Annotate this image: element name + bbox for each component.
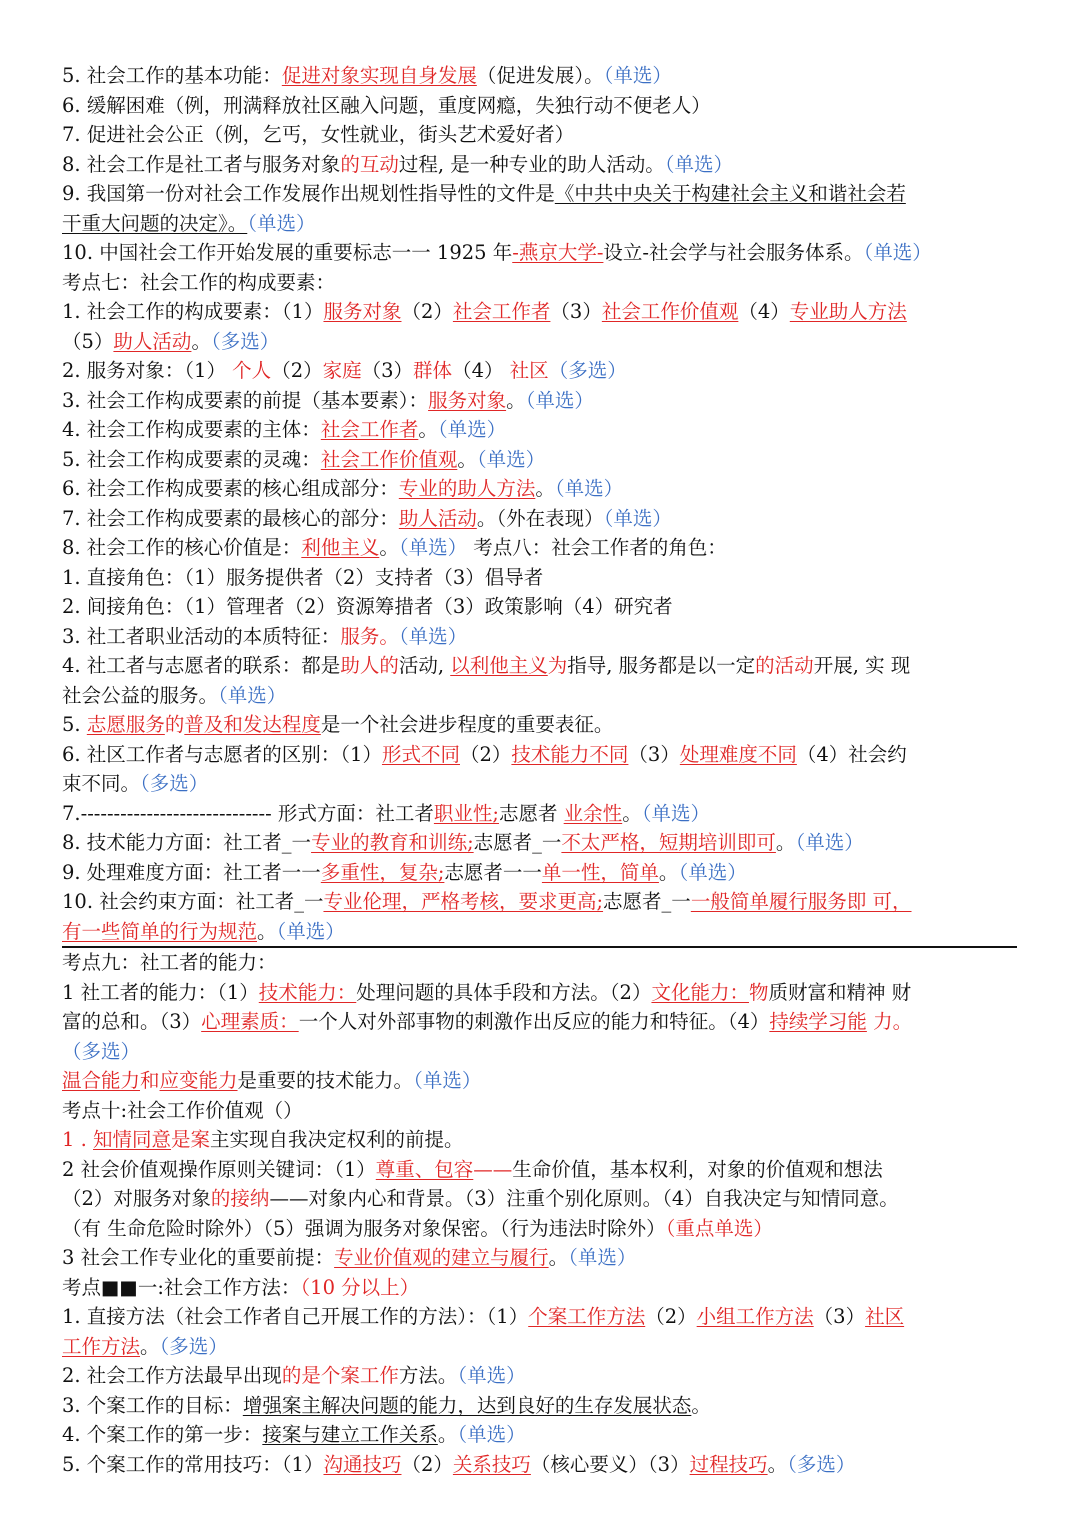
text-segment: 考点九：社工者的能力： xyxy=(62,951,277,974)
key-answer: 一般简单履行服务即 可， xyxy=(690,890,912,913)
text-segment: 主实现自我决定权利的前提。 xyxy=(210,1128,464,1151)
text-line xyxy=(62,179,1017,209)
text-line xyxy=(62,592,1017,622)
text-line xyxy=(62,209,1017,239)
text-segment: 5. 社会工作的基本功能： xyxy=(62,64,282,87)
question-type-tag: （多选） xyxy=(210,329,280,353)
key-answer: 《中共中央关于构建社会主义和谐社会若 xyxy=(554,182,906,205)
text-segment: 质财富和精神 财 xyxy=(768,980,912,1004)
text-segment: 。 xyxy=(257,919,277,943)
text-line xyxy=(62,1066,1017,1096)
text-line xyxy=(62,740,1017,770)
text-segment: 2. 社会工作方法最早出现 xyxy=(62,1364,282,1387)
text-line xyxy=(62,651,1017,681)
text-line xyxy=(62,978,1017,1008)
key-answer: 知情同意 xyxy=(93,1128,172,1151)
text-line xyxy=(62,386,1017,416)
text-segment: 。 xyxy=(191,329,211,353)
key-answer: 关系技巧 xyxy=(452,1452,531,1476)
question-type-tag: （多选） xyxy=(787,1452,856,1476)
text-line xyxy=(62,504,1017,534)
text-line xyxy=(62,828,1017,858)
question-type-tag: （单选） xyxy=(678,860,747,884)
text-line xyxy=(62,1155,1017,1185)
text-line xyxy=(62,327,1017,357)
key-answer: 心理素质： xyxy=(201,1010,299,1033)
question-type-tag: （单选） xyxy=(457,1423,526,1446)
text-segment: （3） xyxy=(361,359,414,382)
text-segment: 处理问题的具体手段和方法。（2） xyxy=(356,980,652,1004)
key-answer: 文化能力： xyxy=(651,980,749,1004)
text-segment: 。（外在表现） xyxy=(476,506,604,530)
text-line xyxy=(62,120,1017,150)
key-answer: 利他主义 xyxy=(301,536,380,559)
text-segment: 4. 社会工作构成要素的主体： xyxy=(62,418,321,441)
text-line xyxy=(62,61,1017,91)
key-answer: 温合能力 xyxy=(62,1069,141,1092)
text-segment: 指导, 服务都是以一定 xyxy=(567,654,756,677)
text-segment: （3） xyxy=(813,1305,866,1328)
key-answer: -燕京大学- xyxy=(512,241,604,264)
text-segment: 2. 服务对象：（1） xyxy=(62,359,233,382)
text-line xyxy=(62,622,1017,652)
text-segment: 2. 间接角色：（1）管理者（2）资源筹措者（3）政策影响（4）研究者 xyxy=(62,595,673,618)
text-segment: 设立-社会学与社会服务体系。 xyxy=(603,241,864,264)
text-segment: 1. 社会工作的构成要素：（1） xyxy=(62,300,324,323)
text-segment: 。 xyxy=(457,447,477,471)
key-answer: 助人活动 xyxy=(113,329,192,353)
question-type-tag: （单选） xyxy=(603,64,672,87)
text-segment: 5. 社会工作构成要素的灵魂： xyxy=(62,447,321,471)
text-segment: 2 社会价值观操作原则关键词：（1） xyxy=(62,1157,376,1181)
text-segment: （核心要义）（3） xyxy=(530,1452,690,1476)
question-type-tag: （单选） xyxy=(568,1246,637,1269)
text-segment: 10. 中国社会工作开始发展的重要标志一一 1925 年 xyxy=(62,241,513,264)
text-segment: 。 xyxy=(622,801,642,825)
key-answer: 持续学习能 xyxy=(769,1010,867,1033)
question-type-tag: （单选） xyxy=(413,1069,482,1092)
text-line xyxy=(62,1391,1017,1421)
text-segment: 的互动 xyxy=(340,152,399,176)
text-line xyxy=(62,533,1017,563)
question-type-tag: （单选） xyxy=(437,418,507,441)
question-type-tag: （多选） xyxy=(159,1334,228,1358)
key-answer: 促进对象实现自身发展 xyxy=(281,64,477,87)
text-line xyxy=(62,1273,1017,1303)
text-segment: 考点七：社会工作的构成要素： xyxy=(62,270,336,294)
key-answer: 服务对象 xyxy=(323,300,402,323)
text-segment: （4） xyxy=(452,359,510,382)
text-segment: （10 分以上） xyxy=(300,1275,420,1299)
text-line xyxy=(62,1420,1017,1450)
question-type-tag: （单选） xyxy=(398,624,468,648)
text-segment: （2） xyxy=(459,742,512,766)
text-segment: 。 xyxy=(379,536,399,559)
text-segment: 。 xyxy=(691,1393,711,1417)
text-segment: 家庭 xyxy=(322,359,362,382)
text-segment: 的 xyxy=(164,713,185,736)
key-answer: 社会工作者 xyxy=(452,300,551,323)
text-segment: （重点单选） xyxy=(665,1216,773,1240)
key-answer: 处理难度不同 xyxy=(679,742,797,766)
text-segment: 物 xyxy=(748,980,769,1004)
key-answer: 接案与建立工作关系 xyxy=(262,1423,438,1446)
text-segment: 的接纳 xyxy=(210,1187,270,1210)
text-segment: —— xyxy=(473,1157,513,1181)
text-segment: 志愿者_一 xyxy=(473,831,562,854)
text-line xyxy=(62,799,1017,829)
question-type-tag: （单选） xyxy=(247,211,316,235)
text-segment: 方法。 xyxy=(398,1364,458,1387)
text-segment: （2） xyxy=(401,300,453,323)
text-segment: 为 xyxy=(547,654,568,677)
text-segment: ——对象内心和背景。（3）注重个别化原则。（4）自我决定与知情同意。 xyxy=(269,1187,899,1210)
text-line xyxy=(62,1361,1017,1391)
text-line xyxy=(62,150,1017,180)
key-answer: 专业价值观的建立与履行 xyxy=(334,1246,549,1269)
key-answer: 职业性; xyxy=(433,801,499,825)
key-answer: 尊重、包容 xyxy=(375,1157,474,1181)
text-segment: 8. 社会工作的核心价值是： xyxy=(62,536,302,559)
text-segment: 志愿者一一 xyxy=(444,860,542,884)
text-line xyxy=(62,769,1017,799)
text-segment: 7. 社会工作构成要素的最核心的部分： xyxy=(62,506,399,530)
text-segment: 9. 我国第一份对社会工作发展作出规划性指导性的文件是 xyxy=(62,182,555,205)
text-segment: （有 生命危险时除外）（5）强调为服务对象保密。（行为违法时除外） xyxy=(62,1216,666,1240)
key-answer: 不太严格，短期培训即可 xyxy=(561,831,776,854)
text-segment: 考点八：社会工作者的角色： xyxy=(467,536,727,559)
key-answer: 小组工作方法 xyxy=(696,1305,814,1328)
text-segment: 6. 社区工作者与志愿者的区别：（1） xyxy=(62,742,382,766)
key-answer: 技术能力不同 xyxy=(511,742,629,766)
text-segment: 6. 缓解困难（例，刑满释放社区融入问题，重度网瘾，失独行动不便老人） xyxy=(62,93,711,117)
text-segment: 开展, 实 现 xyxy=(813,654,911,677)
text-segment: 社会公益的服务。 xyxy=(62,683,219,707)
text-line xyxy=(62,445,1017,475)
text-segment: （2） xyxy=(645,1305,697,1328)
question-type-tag: （单选） xyxy=(795,831,864,854)
text-line xyxy=(62,1096,1017,1126)
text-segment: 富的总和。（3） xyxy=(62,1010,202,1033)
text-segment: 是一个社会进步程度的重要表征。 xyxy=(320,713,614,736)
question-type-tag: （单选） xyxy=(457,1364,526,1387)
text-line xyxy=(62,356,1017,386)
text-segment: （2） xyxy=(271,359,323,382)
text-segment: （5） xyxy=(62,329,114,353)
text-segment: 服务。 xyxy=(340,624,399,648)
text-line xyxy=(62,1332,1017,1362)
text-segment: 8. 技术能力方面：社工者_一 xyxy=(62,831,312,854)
text-line xyxy=(62,1125,1017,1155)
text-segment: 10. 社会约束方面：社工者_一 xyxy=(62,890,324,913)
text-segment: 生命价值，基本权利，对象的价值观和想法 xyxy=(512,1157,883,1181)
text-segment: 。 xyxy=(658,860,679,884)
text-line xyxy=(62,948,1017,978)
text-segment: 5. 个案工作的常用技巧：（1） xyxy=(62,1452,324,1476)
question-type-tag: （单选） xyxy=(218,683,287,707)
text-line xyxy=(62,710,1017,740)
key-answer: 工作方法 xyxy=(62,1334,141,1358)
text-segment: （3） xyxy=(628,742,680,766)
text-segment: 个人 xyxy=(232,359,272,382)
text-segment: 的是个案工作 xyxy=(281,1364,399,1387)
text-segment: 5. xyxy=(62,713,87,736)
text-segment: 。 xyxy=(418,418,438,441)
text-segment: （2） xyxy=(401,1452,453,1476)
question-type-tag: （单选） xyxy=(863,241,932,264)
text-segment: 。 xyxy=(767,1452,788,1476)
question-type-tag: （单选） xyxy=(641,801,710,825)
question-type-tag: （单选） xyxy=(664,152,733,176)
text-segment: 和 xyxy=(140,1069,160,1092)
text-line xyxy=(62,1302,1017,1332)
text-line xyxy=(62,91,1017,121)
text-segment: 社区 xyxy=(509,359,549,382)
text-line xyxy=(62,474,1017,504)
key-answer: 普及和发达程度 xyxy=(184,713,321,736)
text-line xyxy=(62,238,1017,268)
key-answer: 助人活动 xyxy=(398,506,477,530)
question-type-tag: （多选） xyxy=(548,359,627,382)
key-answer: 服务对象 xyxy=(428,388,507,412)
key-answer: 业余性 xyxy=(563,801,623,825)
text-segment: 6. 社会工作构成要素的核心组成部分： xyxy=(62,477,399,500)
text-segment: 助人的 xyxy=(340,654,399,677)
text-segment: 。 xyxy=(437,1423,458,1446)
text-line xyxy=(62,1243,1017,1273)
text-segment: 3 社会工作专业化的重要前提： xyxy=(62,1246,335,1269)
text-line xyxy=(62,1184,1017,1214)
text-segment: 力。 xyxy=(866,1010,913,1033)
text-line xyxy=(62,1450,1017,1480)
question-type-tag: （单选） xyxy=(276,919,345,943)
text-segment: 8. 社会工作是社工者与服务对象 xyxy=(62,152,341,176)
key-answer: 应变能力 xyxy=(159,1069,238,1092)
question-type-tag: （单选） xyxy=(476,447,546,471)
text-segment: 1 . xyxy=(62,1128,94,1151)
text-line xyxy=(62,1007,1017,1037)
text-segment: 1 社工者的能力：（1） xyxy=(62,980,259,1004)
key-answer: 过程技巧 xyxy=(689,1452,768,1476)
text-segment: 过程, 是一种专业的助人活动。 xyxy=(398,152,665,176)
key-answer: 多重性，复杂; xyxy=(320,860,445,884)
text-segment: 7. 促进社会公正（例，乞丐，女性就业，街头艺术爱好者） xyxy=(62,123,575,146)
text-line xyxy=(62,415,1017,445)
text-segment: 3. 个案工作的目标： xyxy=(62,1393,243,1417)
text-segment: 群体 xyxy=(413,359,453,382)
text-segment: 4. 个案工作的第一步： xyxy=(62,1423,263,1446)
text-line xyxy=(62,681,1017,711)
text-segment: 1. 直接角色：（1）服务提供者（2）支持者（3）倡导者 xyxy=(62,565,544,589)
text-segment: 的活动 xyxy=(755,654,814,677)
text-segment: （3） xyxy=(550,300,602,323)
key-answer: 专业伦理，严格考核，要求更高; xyxy=(323,890,604,913)
text-line xyxy=(62,1037,1017,1067)
text-segment: 一个人对外部事物的刺激作出反应的能力和特征。（4） xyxy=(298,1010,770,1033)
text-segment: 1. 直接方法（社会工作者自己开展工作的方法）：（1） xyxy=(62,1305,529,1328)
key-answer: 专业的教育和训练; xyxy=(311,831,474,854)
text-segment: 志愿者 xyxy=(498,801,564,825)
text-segment: （促进发展）。 xyxy=(476,64,604,87)
text-segment: （2）对服务对象 xyxy=(62,1187,211,1210)
question-type-tag: （单选） xyxy=(603,506,672,530)
key-answer: 沟通技巧 xyxy=(323,1452,402,1476)
text-segment: 束不同。 xyxy=(62,772,141,795)
text-segment: 。 xyxy=(548,1246,569,1269)
key-answer: 个案工作方法 xyxy=(528,1305,646,1328)
text-segment: 。 xyxy=(140,1334,160,1358)
key-answer: 单一性，简单 xyxy=(541,860,659,884)
key-answer: 形式不同 xyxy=(381,742,460,766)
key-answer: 社会工作价值观 xyxy=(601,300,739,323)
key-answer: 干重大问题的决定》。 xyxy=(62,211,248,235)
text-line xyxy=(62,297,1017,327)
text-segment: 。 xyxy=(535,477,555,500)
text-segment: 考点十:社会工作价值观（） xyxy=(62,1098,303,1122)
text-segment: 活动, xyxy=(398,654,451,677)
question-type-tag: （单选） xyxy=(554,477,624,500)
text-segment: 3. 社工者职业活动的本质特征： xyxy=(62,624,341,648)
question-type-tag: （多选） xyxy=(140,772,209,795)
question-type-tag: （单选） xyxy=(398,536,468,559)
text-line xyxy=(62,268,1017,298)
text-segment: 考点■■一:社会工作方法： xyxy=(62,1275,301,1299)
text-line xyxy=(62,858,1017,888)
text-segment: 。 xyxy=(506,388,526,412)
key-answer: 社区 xyxy=(865,1305,905,1328)
key-answer: 技术能力： xyxy=(258,980,357,1004)
question-type-tag: （单选） xyxy=(525,388,594,412)
text-segment: 7.----------------------------- 形式方面：社工者 xyxy=(62,801,434,825)
key-answer: 志愿服务 xyxy=(86,713,165,736)
text-segment: （4） xyxy=(738,300,790,323)
text-segment: 3. 社会工作构成要素的前提（基本要素）： xyxy=(62,388,429,412)
text-line xyxy=(62,917,1017,947)
text-segment: 9. 处理难度方面：社工者一一 xyxy=(62,860,321,884)
text-segment: 。 xyxy=(775,831,796,854)
text-segment: 是重要的技术能力。 xyxy=(237,1069,414,1092)
text-line xyxy=(62,1214,1017,1244)
key-answer: 增强案主解决问题的能力，达到良好的生存发展状态 xyxy=(242,1393,692,1417)
key-answer: 有一些简单的行为规范 xyxy=(62,919,258,943)
question-type-tag: （多选） xyxy=(62,1039,141,1063)
key-answer: 社会工作价值观 xyxy=(320,447,458,471)
key-answer: 以利他主义 xyxy=(450,654,548,677)
text-segment: 是案 xyxy=(171,1128,211,1151)
text-segment: （4）社会约 xyxy=(796,742,907,766)
key-answer: 社会工作者 xyxy=(320,418,419,441)
text-line xyxy=(62,887,1017,917)
key-answer: 专业的助人方法 xyxy=(398,477,536,500)
key-answer: 专业助人方法 xyxy=(789,300,907,323)
text-segment: 4. 社工者与志愿者的联系：都是 xyxy=(62,654,341,677)
text-line xyxy=(62,563,1017,593)
text-segment: 志愿者_一 xyxy=(603,890,691,913)
